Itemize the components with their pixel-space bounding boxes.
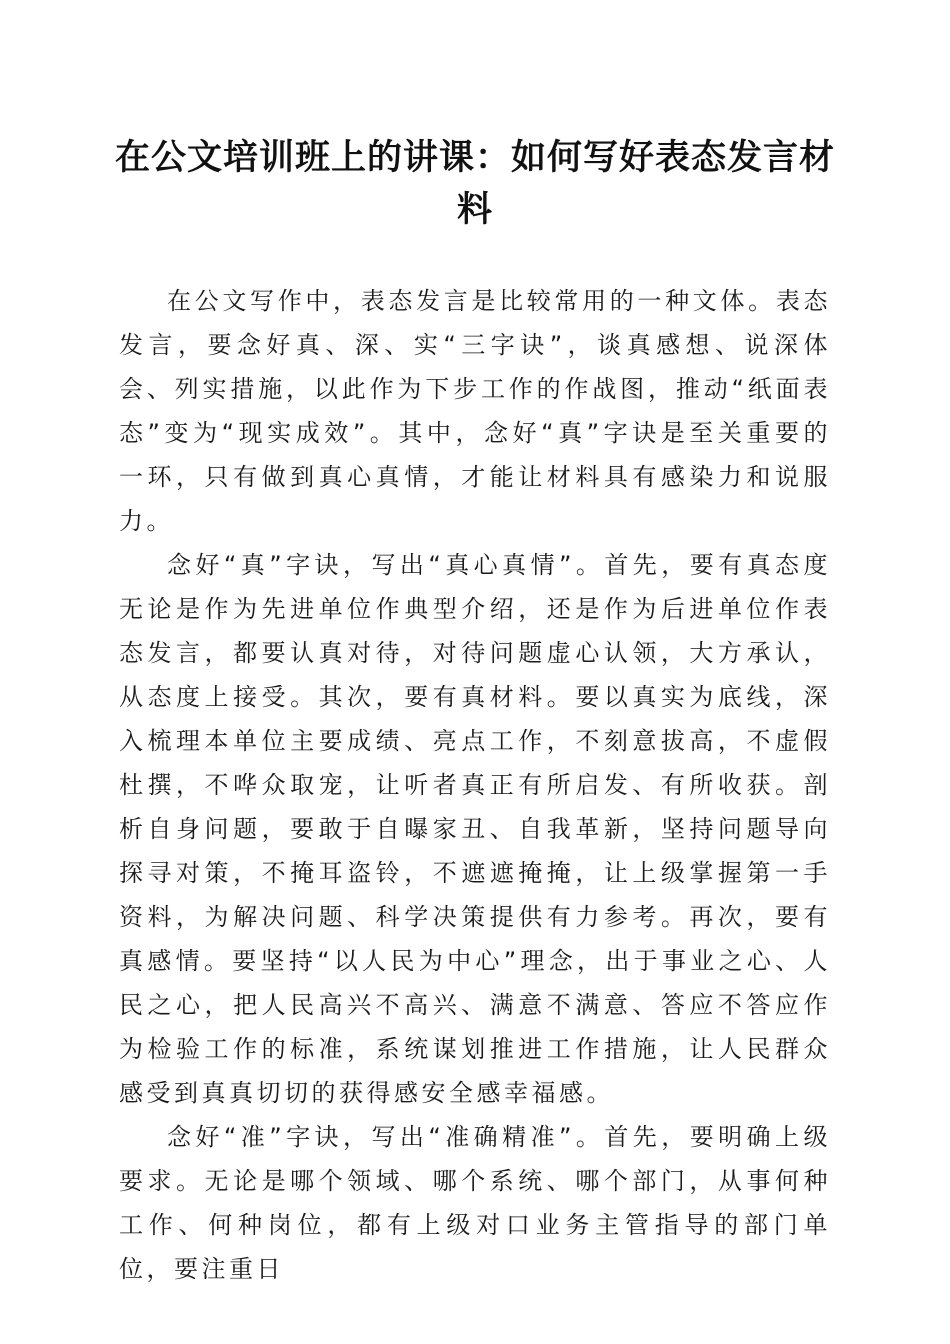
paragraph-intro: 在公文写作中，表态发言是比较常用的一种文体。表态发言，要念好真、深、实“三字诀”，谈真感想、说深体会、列实措施，以此作为下步工作的作战图，推动“纸面表态”变为“现实成效”。其中，念好“真”字诀是至关重要的一环，只有做到真心真情，才能让材料具有感染力和说服力。	[119, 287, 831, 535]
paragraph-zhen: 念好“真”字诀，写出“真心真情”。首先，要有真态度无论是作为先进单位作典型介绍，还是作为后进单位作表态发言，都要认真对待，对待问题虚心认领，大方承认，从态度上接受。其次，要有真材料。要以真实为底线，深入梳理本单位主要成绩、亮点工作，不刻意拔高，不虚假杜撰，不哗众取宠，让听者真正有所启发、有所收获。剖析自身问题，要敢于自曝家丑、自我革新，坚持问题导向探寻对策，不掩耳盗铃，不遮遮掩掩，让上级掌握第一手资料，为解决问题、科学决策提供有力参考。再次，要有真感情。要坚持“以人民为中心”理念，出于事业之心、人民之心，把人民高兴不高兴、满意不满意、答应不答应作为检验工作的标准，系统谋划推进工作措施，让人民群众感受到真真切切的获得感安全感幸福感。	[119, 551, 831, 1107]
paragraph-zhun: 念好“准”字诀，写出“准确精准”。首先，要明确上级要求。无论是哪个领域、哪个系统、哪个部门，从事何种工作、何种岗位，都有上级对口业务主管指导的部门单位，要注重日	[119, 1123, 831, 1283]
document-title: 在公文培训班上的讲课：如何写好表态发言材料	[114, 137, 835, 230]
document-body	[119, 279, 831, 1291]
